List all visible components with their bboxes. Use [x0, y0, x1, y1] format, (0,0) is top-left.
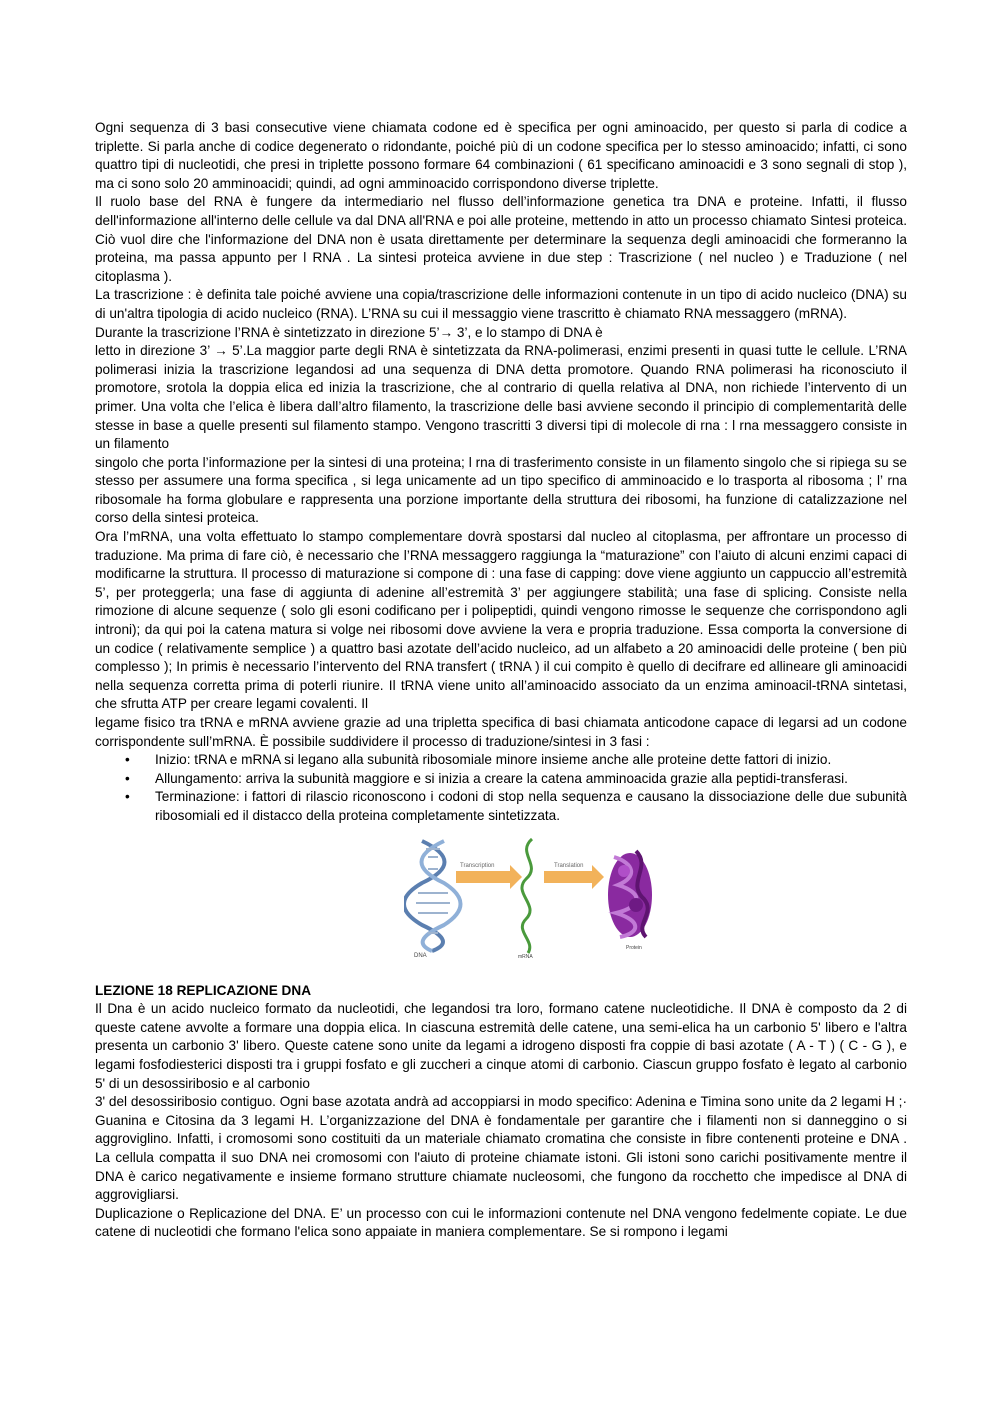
mrna-strand-icon [522, 839, 532, 953]
paragraph: Il ruolo base del RNA è fungere da intermediario nel flusso dell’informazione genetica tra DNA e proteine. Infatti, il flusso dell'informazione all'interno delle cellule va dal DNA all'RNA e poi alle proteine, mettendo in atto un processo chiamato Sintesi proteica. Ciò vuol dire che l'informazione del DNA non è usata direttamente per determinare la sequenza degli aminoacidi che formeranno la proteina, ma passa appunto per l RNA . La sintesi proteica avviene in due step : Trascrizione ( nel nucleo ) e Traduzione ( nel citoplasma ). [95, 194, 907, 284]
paragraph: La trascrizione : è definita tale poiché avviene una copia/trascrizione delle informazioni contenute in un tipo di acido nucleico (DNA) su di un'altra tipologia di acido nucleico (RNA). L’RNA su cui il messaggio viene trascritto è chiamato RNA messaggero (mRNA). [95, 287, 907, 321]
section-heading: LEZIONE 18 REPLICAZIONE DNA [95, 982, 312, 998]
document-page [95, 119, 907, 1242]
paragraph: singolo che porta l’informazione per la sintesi di una proteina; l rna di trasferimento consiste in un filamento singolo che si ripiega su se stesso per assumere una forma specifica , si lega unicamente ad un tipo specifico di amminoacido e lo trasporta al ribosoma ; l’ rna ribosomale ha forma globulare e rappresenta una porzione importante della struttura dei ribosomi, ha funzione di catalizzazione nel corso della sintesi proteica. [95, 454, 907, 526]
list-item: • Inizio: tRNA e mRNA si legano alla subunità ribosomiale minore insieme anche alle proteine dette fattori di inizio. [155, 751, 907, 770]
list-item: • Terminazione: i fattori di rilascio riconoscono i codoni di stop nella sequenza e causano la dissociazione delle due subunità ribosomiali ed il distacco della proteina completamente sintetizzata. [155, 788, 907, 825]
paragraph: Il Dna è un acido nucleico formato da nucleotidi, che legandosi tra loro, formano catene nucleotidiche. Il DNA è composto da 2 di queste catene avvolte a formare una doppia elica. In ciascuna estremità delle catene, una semi-elica ha un carbonio 5' libero e l'altra presenta un carbonio 3' libero. Queste catene sono unite da legami a idrogeno disposti fra coppie di basi azotate ( A - T ) ( C - G ), e legami fosfodiesterici disposti tra i gruppi fosfato e gli zuccheri a cinque atomi di carbonio. Ciascun gruppo fosfato è legato al carbonio 5' di un desossiribosio e al carbonio [95, 1001, 907, 1091]
central-dogma-figure [404, 837, 730, 959]
paragraph: Duplicazione o Replicazione del DNA. E’ un processo con cui le informazioni contenute nel DNA vengono fedelmente copiate. Le due catene di nucleotidi che formano l'elica sono appaiate in maniera complementare. Se si rompono i legami [95, 1205, 907, 1240]
paragraph: 3' del desossiribosio contiguo. Ogni base azotata andrà ad accoppiarsi in modo specifico: Adenina e Timina sono unite da 2 legami H ;· Guanina e Citosina da 3 legami H. L’organizzazione del DNA è fondamentale per garantire che i filamenti non si danneggino o si aggroviglino. Infatti, i cromosomi sono costituiti da un materiale chiamato cromatina che consiste in fibre contenenti proteine e DNA . La cellula compatta il suo DNA nei cromosomi con l'aiuto di proteine chiamate istoni. Gli istoni sono carichi positivamente mentre il DNA è carico negativamente e insieme formano strutture chiamate nucleosomi, che fungono da rocchetto che impedisce al DNA di aggrovigliarsi. [95, 1094, 907, 1203]
paragraph: Durante la trascrizione l’RNA è sintetizzato in direzione 5’→ 3’, e lo stampo di DNA è [95, 324, 603, 340]
dna-helix-icon [404, 841, 461, 951]
translation-phases-list [95, 751, 907, 825]
list-item: • Allungamento: arriva la subunità maggiore e si inizia a creare la catena amminoacida grazie alla peptidi-transferasi. [155, 770, 907, 789]
central-dogma-illustration [404, 837, 730, 959]
dna-label: DNA [414, 952, 427, 959]
paragraph: letto in direzione 3’ → 5’.La maggior parte degli RNA è sintetizzata da RNA-polimerasi, enzimi presenti in quasi tutte le cellule. L’RNA polimerasi inizia la trascrizione legandosi ad una sequenza di DNA detta promotore. Quando RNA polimerasi ha riconosciuto il promotore, srotola la doppia elica ed inizia la trascrizione, che al contrario di quella relativa al DNA, non richiede l’intervento di un primer. Una volta che l’elica è libera dall’altro filamento, la trascrizione delle basi avviene secondo il principio di complementarità delle stesse in base a quelle presenti sul filamento stampo. Vengono trascritti 3 diversi tipi di molecole di rna : l rna messaggero consiste in un filamento [95, 343, 907, 452]
transcription-label: Transcription [460, 862, 495, 869]
paragraph: Ora l’mRNA, una volta effettuato lo stampo complementare dovrà spostarsi dal nucleo al citoplasma, per affrontare un processo di traduzione. Ma prima di fare ciò, è necessario che l’RNA messaggero raggiunga la “maturazione” con l’aiuto di alcuni enzimi capaci di modificarne la struttura. Il processo di maturazione si compone di : una fase di capping: dove viene aggiunto un cappuccio all’estremità 5’, per proteggerla; una fase di aggiunta di adenine all’estremità 3’ per aggiungere stabilità; una fase di splicing. Consiste nella rimozione di alcune sequenze ( solo gli esoni codificano per i polipeptidi, quindi vengono rimosse le sequenze che corrispondono agli introni); da qui poi la catena matura si volge nei ribosomi dove avviene la vera e propria traduzione. Essa comporta la conversione di un codice ( relativamente semplice ) a quattro basi azotate dell’acido nucleico, ad un alfabeto a 20 aminoacidi delle proteine ( ben più complesso ); In primis è necessario l’intervento del RNA transfert ( tRNA ) il cui compito è quello di decifrare ed allineare gli aminoacidi nella sequenza corretta prima di poterli riunire. Il tRNA viene unito all’aminoacido associato da un enzima aminoacil-tRNA sintetasi, che sfrutta ATP per creare legami covalenti. Il [95, 529, 907, 712]
protein-icon [608, 851, 652, 937]
protein-label: Protein [626, 944, 642, 951]
paragraph: legame fisico tra tRNA e mRNA avviene grazie ad una tripletta specifica di basi chiamata anticodone capace di legarsi ad un codone corrispondente sull’mRNA. È possibile suddividere il processo di traduzione/sintesi in 3 fasi : [95, 715, 907, 749]
translation-label: Translation [554, 862, 584, 869]
paragraph: Ogni sequenza di 3 basi consecutive viene chiamata codone ed è specifica per ogni aminoacido, per questo si parla di codice a triplette. Si parla anche di codice degenerato o ridondante, poiché più di un codone specifica per lo stesso aminoacido; infatti, ci sono quattro tipi di nucleotidi, che presi in triplette possono formare 64 combinazioni ( 61 specificano aminoacidi e 3 sono segnali di stop ), ma ci sono solo 20 amminoacidi; quindi, ad ogni amminoacido corrispondono diverse triplette. [95, 120, 907, 191]
mrna-label: mRNA [518, 953, 533, 959]
